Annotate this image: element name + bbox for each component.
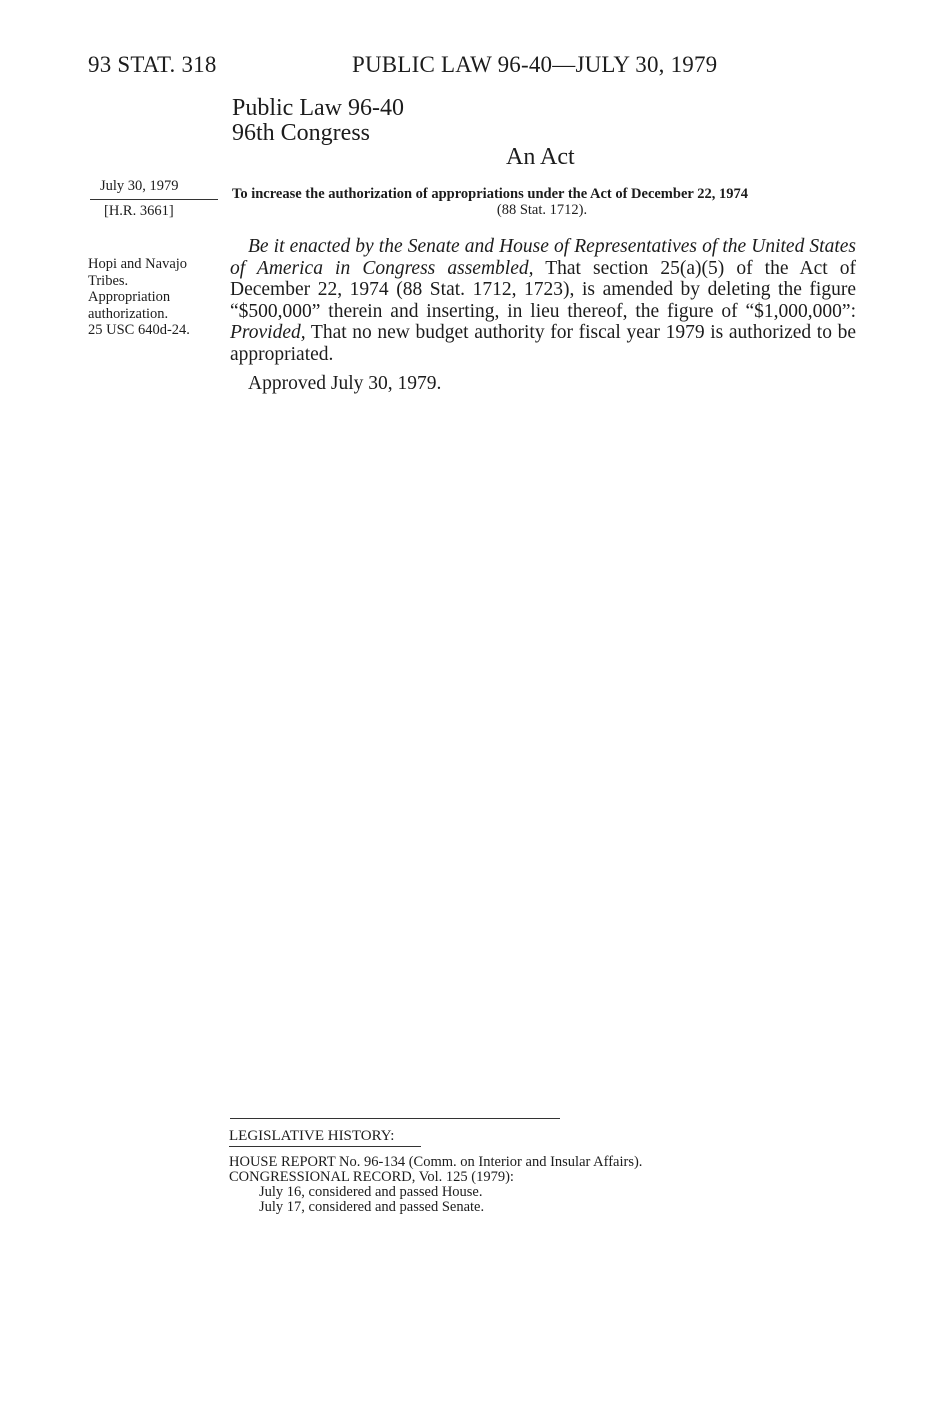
legislative-history-entries xyxy=(229,1155,642,1215)
purpose-statement xyxy=(232,186,852,218)
running-head: PUBLIC LAW 96-40—JULY 30, 1979 xyxy=(352,52,718,77)
margin-topic-line: Hopi and Navajo xyxy=(88,256,188,272)
proviso-text: That no new budget authority for fiscal year 1979 is authorized to be appropriated. xyxy=(230,322,856,365)
margin-bill-number: [H.R. 3661] xyxy=(104,203,174,219)
congressional-record-entry: CONGRESSIONAL RECORD, Vol. 125 (1979): xyxy=(229,1169,514,1185)
act-heading: An Act xyxy=(506,144,575,170)
history-action: July 17, considered and passed Senate. xyxy=(259,1199,485,1215)
approval-date: Approved July 30, 1979. xyxy=(248,373,442,394)
history-action: July 16, considered and passed House. xyxy=(259,1184,483,1200)
enacting-clause: Be it enacted by the Senate and House of Representatives of the United States of America in Congress assembled, xyxy=(230,236,856,279)
margin-topics xyxy=(88,256,190,339)
proviso-label: Provided, xyxy=(230,322,306,343)
enacting-paragraph xyxy=(230,236,856,365)
purpose-line: To increase the authorization of appropriations under the Act of December 22, 1974 xyxy=(232,186,748,202)
history-divider xyxy=(230,1118,560,1119)
legislative-history-title: LEGISLATIVE HISTORY: xyxy=(229,1128,395,1144)
margin-citation: 25 USC 640d-24. xyxy=(88,322,190,338)
margin-date: July 30, 1979 xyxy=(100,178,179,194)
margin-topic-line: Tribes. xyxy=(88,272,129,289)
public-law-number: Public Law 96-40 xyxy=(232,95,404,121)
house-report-entry: HOUSE REPORT No. 96-134 (Comm. on Interior and Insular Affairs). xyxy=(229,1154,643,1170)
margin-divider xyxy=(90,199,218,200)
margin-topic-line: authorization. xyxy=(88,305,169,322)
enactment-body: That section 25(a)(5) of the Act of December 22, 1974 (88 Stat. 1712, 1723), is amended by deleting the figure “$500,000” therein and inserting, in lieu thereof, the figure of “$1,000,000”: xyxy=(230,257,857,322)
margin-topic-line: Appropriation xyxy=(88,289,171,305)
congress-label: 96th Congress xyxy=(232,120,370,146)
history-title-underline xyxy=(229,1146,421,1147)
statute-page-number: 93 STAT. 318 xyxy=(88,52,217,77)
purpose-citation: (88 Stat. 1712). xyxy=(496,202,588,218)
